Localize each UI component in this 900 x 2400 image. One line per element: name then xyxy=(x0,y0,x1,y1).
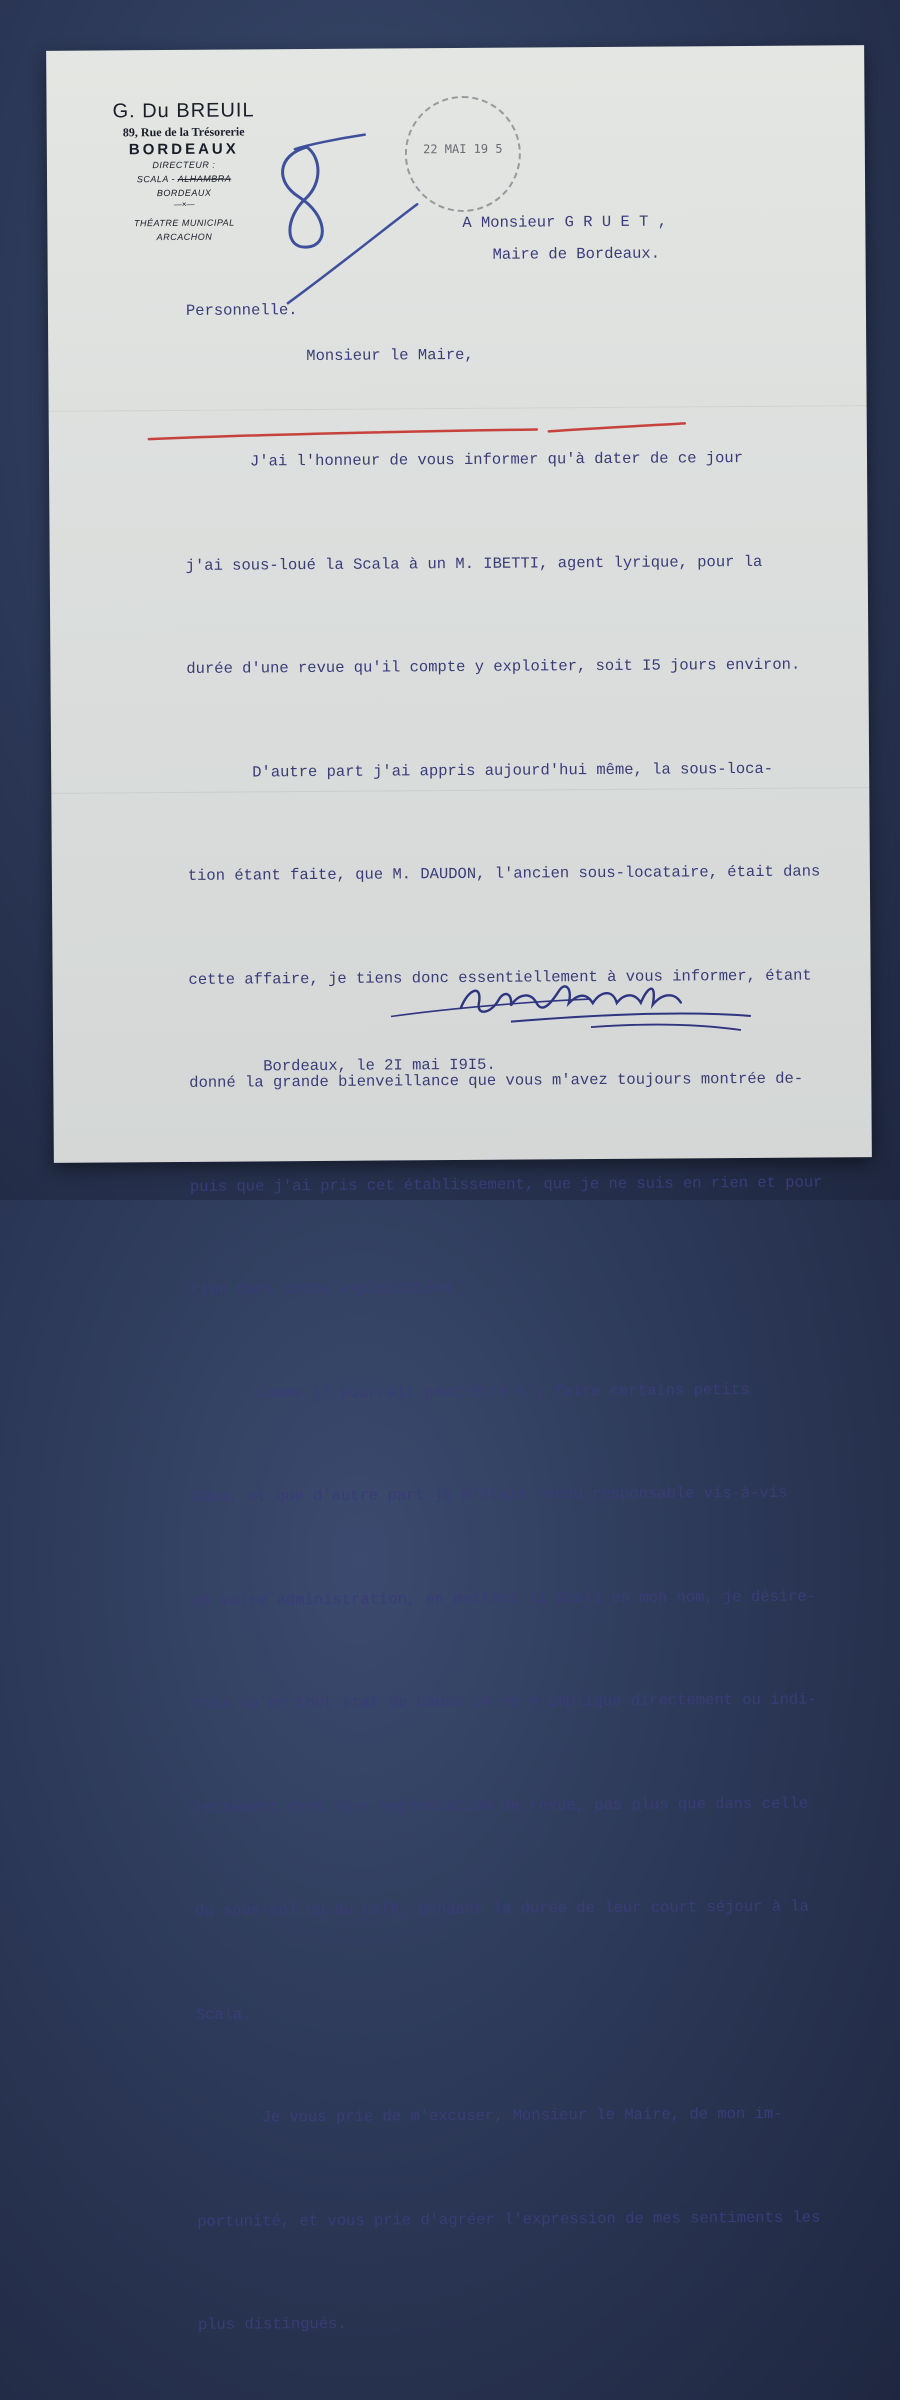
letterhead-theatre-city: ARCACHON xyxy=(156,231,213,243)
body-line: j'ai sous-loué la Scala à un M. IBETTI, agent lyrique, pour la xyxy=(157,552,763,575)
venue-separator: - xyxy=(168,173,178,185)
body-line: portunité, et vous prie d'agréer l'expression de mes sentiments les xyxy=(169,2208,821,2231)
body-line: abus, et que d'autre part je m'étais rendu responsable vis-à-vis xyxy=(164,1483,788,1507)
body-line: donné la grande bienveillance que vous m'avez toujours montrée de- xyxy=(161,1069,804,1093)
body-line: puis que j'ai pris cet établissement, que je ne suis en rien et pour xyxy=(161,1172,823,1196)
body-line: D'autre part j'ai appris aujourd'hui même, la sous-loca- xyxy=(159,759,774,782)
letterhead-role: DIRECTEUR : xyxy=(152,159,216,171)
stamp-date: 22 MAI 19 5 xyxy=(423,141,503,157)
body-line: Je vous prie de m'excuser, Monsieur le Maire, de mon im- xyxy=(168,2104,783,2128)
letterhead-address: 89, Rue de la Trésorerie xyxy=(122,124,245,140)
body-line: plus distingués. xyxy=(169,2314,347,2335)
closing-date: Bordeaux, le 2I mai I9I5. xyxy=(263,1055,496,1076)
signature xyxy=(391,962,772,1045)
body-line: rectement dans leur exploitation de revue, pas plus que dans celle xyxy=(166,1794,809,1817)
venue-scala: SCALA xyxy=(136,174,169,185)
body-line: rais qu'en tout état de cause on ne m'implique directement ou indi- xyxy=(165,1690,817,1714)
red-underline xyxy=(145,421,705,445)
body-line: de votre administration, en mettant la Scala en mon nom, je désire- xyxy=(164,1587,817,1610)
body-line: cette affaire, je tiens donc essentiellement à vous informer, étant xyxy=(160,966,812,989)
addressee-line-2: Maire de Bordeaux. xyxy=(492,244,661,264)
letterhead-theatre: THÉATRE MUNICIPAL xyxy=(133,217,235,229)
letterhead-name: G. Du BREUIL xyxy=(112,99,255,123)
body-line: durée d'une revue qu'il compte y exploiter, soit I5 jours environ. xyxy=(158,655,801,679)
body-line: tion étant faite, que M. DAUDON, l'ancien sous-locataire, était dans xyxy=(159,862,821,886)
venue-alhambra-struck: ALHAMBRA xyxy=(177,173,232,184)
body-line: Comme il pourrait peut-être s'y faire certains petits xyxy=(163,1380,750,1403)
pencil-annotation xyxy=(247,126,448,317)
body-line: Scala. xyxy=(167,2004,252,2024)
letter-body xyxy=(156,371,831,2400)
addressee-line-1: A Monsieur G R U E T , xyxy=(462,212,668,232)
body-line: rien dans cette exploitation. xyxy=(162,1279,461,1300)
body-line: J'ai l'honneur de vous informer qu'à dater de ce jour xyxy=(156,449,744,472)
body-line: du sous-sol ou du café, pendant la durée de leur court séjour à la xyxy=(167,1897,809,1921)
salutation: Monsieur le Maire, xyxy=(306,345,474,366)
mention-personnelle: Personnelle. xyxy=(185,301,298,320)
letterhead-city: BORDEAUX xyxy=(128,140,239,159)
letterhead-venue-city: BORDEAUX xyxy=(156,187,212,199)
letterhead-separator: —×— xyxy=(173,199,195,209)
letter-paper xyxy=(46,45,872,2335)
